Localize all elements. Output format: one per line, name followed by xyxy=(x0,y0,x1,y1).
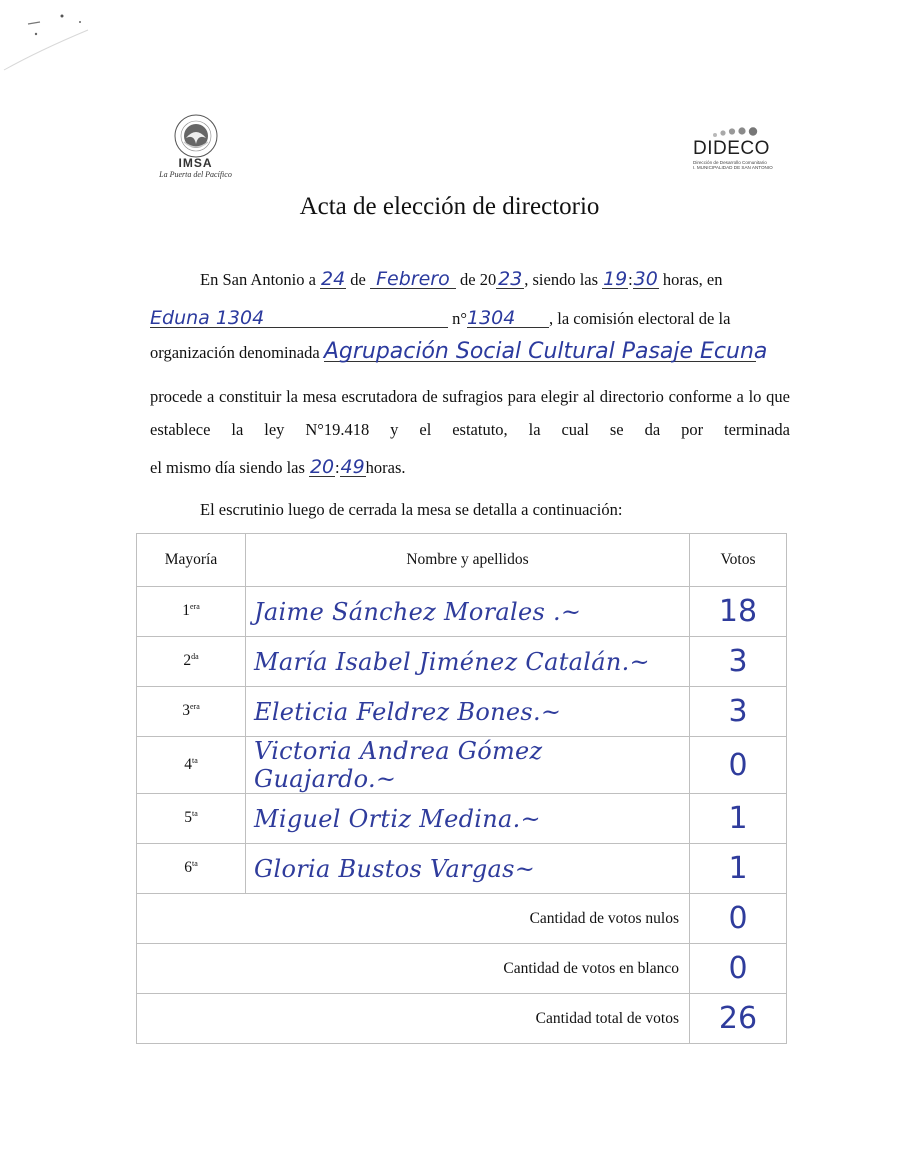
rank-cell: $5^{ta}$ xyxy=(137,794,246,844)
table-header-row xyxy=(137,534,787,587)
rank-cell: $3^{era}$ xyxy=(137,687,246,737)
table-row xyxy=(137,637,787,687)
results-table xyxy=(136,533,787,1044)
votes-cell: 3 xyxy=(690,687,787,737)
name-cell: Victoria Andrea Gómez Guajardo.~ xyxy=(246,737,690,794)
name-cell: Jaime Sánchez Morales .~ xyxy=(246,587,690,637)
table-row xyxy=(137,687,787,737)
rank-cell: $1^{era}$ xyxy=(137,587,246,637)
dideco-wordmark: DIDECO xyxy=(693,138,770,159)
year-field: 23 xyxy=(498,268,523,290)
votes-cell: 3 xyxy=(690,637,787,687)
table-row xyxy=(137,737,787,794)
header-name: Nombre y apellidos xyxy=(246,534,690,587)
dideco-subtitle: Dirección de Desarrollo Comunitario I. MUNICIPALIDAD DE SAN ANTONIO xyxy=(693,160,773,171)
total-votes-label: Cantidad total de votos xyxy=(137,994,690,1044)
scan-smudge xyxy=(0,0,120,80)
blank-votes-value: 0 xyxy=(690,944,787,994)
dideco-logo xyxy=(693,125,793,171)
votes-cell: 1 xyxy=(690,794,787,844)
name-cell: Eleticia Feldrez Bones.~ xyxy=(246,687,690,737)
dideco-dots-icon xyxy=(711,125,771,139)
page-title: Acta de elección de directorio xyxy=(299,193,600,220)
rank-cell: $2^{da}$ xyxy=(137,637,246,687)
total-votes-value: 26 xyxy=(690,994,787,1044)
form-line-end-time: el mismo día siendo las 20:49horas. xyxy=(150,456,406,478)
rank-cell: $6^{ta}$ xyxy=(137,844,246,894)
start-minute-field: 30 xyxy=(633,268,658,290)
body-paragraph: procede a constituir la mesa escrutadora de sufragios para elegir al directorio conforme a lo que establece la ley N°19.418 y el estatuto, la cual se da por terminada xyxy=(150,387,790,439)
null-votes-row xyxy=(137,894,787,944)
votes-cell: 18 xyxy=(690,587,787,637)
day-field: 24 xyxy=(320,268,346,290)
votes-cell: 0 xyxy=(690,737,787,794)
table-row xyxy=(137,844,787,894)
place-number-field: 1304 xyxy=(467,309,549,328)
blank-votes-row xyxy=(137,944,787,994)
form-line-organization: organización denominada Agrupación Social Cultural Pasaje Ecuna xyxy=(150,339,768,364)
imsa-tagline: La Puerta del Pacífico xyxy=(159,170,232,179)
start-hour-field: 19 xyxy=(603,268,628,290)
organization-field: Agrupación Social Cultural Pasaje Ecuna xyxy=(323,339,768,364)
scrutiny-intro: El escrutinio luego de cerrada la mesa se detalla a continuación: xyxy=(200,500,623,519)
imsa-wordmark: IMSA xyxy=(178,156,213,170)
total-votes-row xyxy=(137,994,787,1044)
imsa-logo xyxy=(148,112,243,179)
place-field: Eduna 1304 xyxy=(150,309,448,328)
form-line-place: Eduna 1304 n°1304 , la comisión electoral de la xyxy=(150,307,731,329)
name-cell: Gloria Bustos Vargas~ xyxy=(246,844,690,894)
header-rank: Mayoría xyxy=(137,534,246,587)
name-cell: Miguel Ortiz Medina.~ xyxy=(246,794,690,844)
null-votes-value: 0 xyxy=(690,894,787,944)
end-minute-field: 49 xyxy=(340,456,365,478)
form-line-date: En San Antonio a 24 de Febrero de 20 23 , siendo las 19:30 horas, en xyxy=(200,268,723,290)
header-votes: Votos xyxy=(690,534,787,587)
votes-cell: 1 xyxy=(690,844,787,894)
end-hour-field: 20 xyxy=(309,456,335,478)
table-row xyxy=(137,794,787,844)
blank-votes-label: Cantidad de votos en blanco xyxy=(137,944,690,994)
rank-cell: $4^{ta}$ xyxy=(137,737,246,794)
name-cell: María Isabel Jiménez Catalán.~ xyxy=(246,637,690,687)
municipal-emblem-icon xyxy=(168,112,224,158)
month-field: Febrero xyxy=(370,270,456,289)
null-votes-label: Cantidad de votos nulos xyxy=(137,894,690,944)
table-row xyxy=(137,587,787,637)
